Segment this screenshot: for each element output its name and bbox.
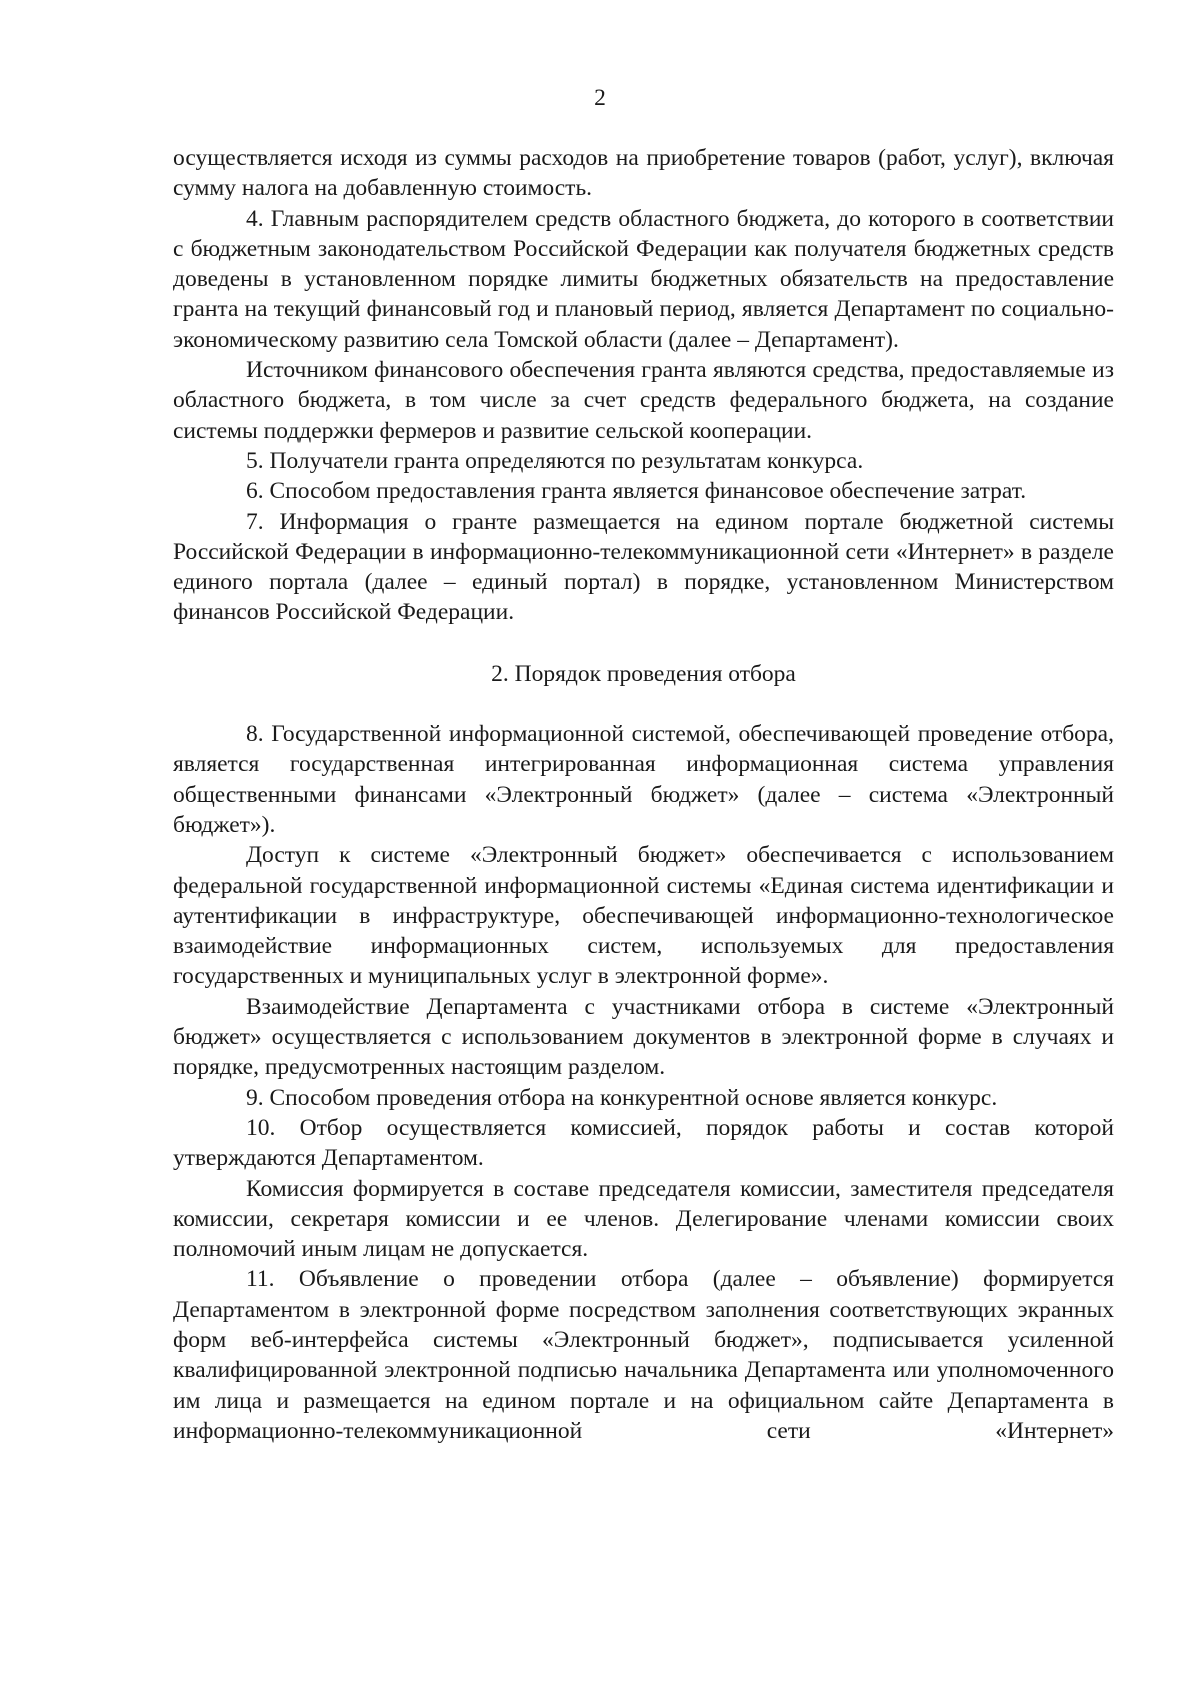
paragraph-item-5: 5. Получатели гранта определяются по результатам конкурса.: [246, 447, 864, 474]
paragraph-item-10: 10. Отбор осуществляется комиссией, порядок работы и состав которой утверждаются Департаментом.: [173, 1114, 1114, 1172]
paragraph-system-access: Доступ к системе «Электронный бюджет» обеспечивается с использованием федеральной государственной информационной системы «Единая система идентификации и аутентификации в инфраструктуре, обеспечивающей информационно-технологическое взаимодействие информационных систем, используемых для предоставления государственных и муниципальных услуг в электронной форме».: [173, 842, 1114, 990]
page-number: 2: [594, 85, 606, 111]
section-heading: 2. Порядок проведения отбора: [491, 660, 796, 687]
paragraph-item-6: 6. Способом предоставления гранта является финансовое обеспечение затрат.: [246, 478, 1027, 505]
paragraph-interaction: Взаимодействие Департамента с участниками отбора в системе «Электронный бюджет» осуществляется с использованием документов в электронной форме в случаях и порядке, предусмотренных настоящим разделом.: [173, 993, 1114, 1081]
paragraph-item-4: 4. Главным распорядителем средств областного бюджета, до которого в соответствии с бюджетным законодательством Российской Федерации как получателя бюджетных средств доведены в установленном порядке лимиты бюджетных обязательств на предоставление гранта на текущий финансовый год и плановый период, является Департамент по социально-экономическому развитию села Томской области (далее – Департамент).: [173, 205, 1114, 353]
document-body: [173, 143, 1114, 1446]
paragraph-item-9: 9. Способом проведения отбора на конкурентной основе является конкурс.: [246, 1084, 998, 1111]
paragraph-item-8: 8. Государственной информационной системой, обеспечивающей проведение отбора, является государственная интегрированная информационная система управления общественными финансами «Электронный бюджет» (далее – система «Электронный бюджет»).: [173, 721, 1114, 838]
paragraph-item-7: 7. Информация о гранте размещается на едином портале бюджетной системы Российской Федерации в информационно-телекоммуникационной сети «Интернет» в разделе единого портала (далее – единый портал) в порядке, установленном Министерством финансов Российской Федерации.: [173, 508, 1114, 626]
paragraph-continuation: осуществляется исходя из суммы расходов на приобретение товаров (работ, услуг), включая сумму налога на добавленную стоимость.: [173, 145, 1114, 202]
paragraph-funding-source: Источником финансового обеспечения гранта являются средства, предоставляемые из областного бюджета, в том числе за счет средств федерального бюджета, на создание системы поддержки фермеров и развитие сельской кооперации.: [173, 357, 1114, 444]
paragraph-commission: Комиссия формируется в составе председателя комиссии, заместителя председателя комиссии, секретаря комиссии и ее членов. Делегирование членами комиссии своих полномочий иным лицам не допускается.: [173, 1175, 1114, 1263]
paragraph-item-11: 11. Объявление о проведении отбора (далее – объявление) формируется Департаментом в электронной форме посредством заполнения соответствующих экранных форм веб-интерфейса системы «Электронный бюджет», подписывается усиленной квалифицированной электронной подписью начальника Департамента или уполномоченного им лица и размещается на едином портале и на официальном сайте Департамента в информационно-телекоммуникационной сети «Интернет»: [173, 1266, 1114, 1444]
